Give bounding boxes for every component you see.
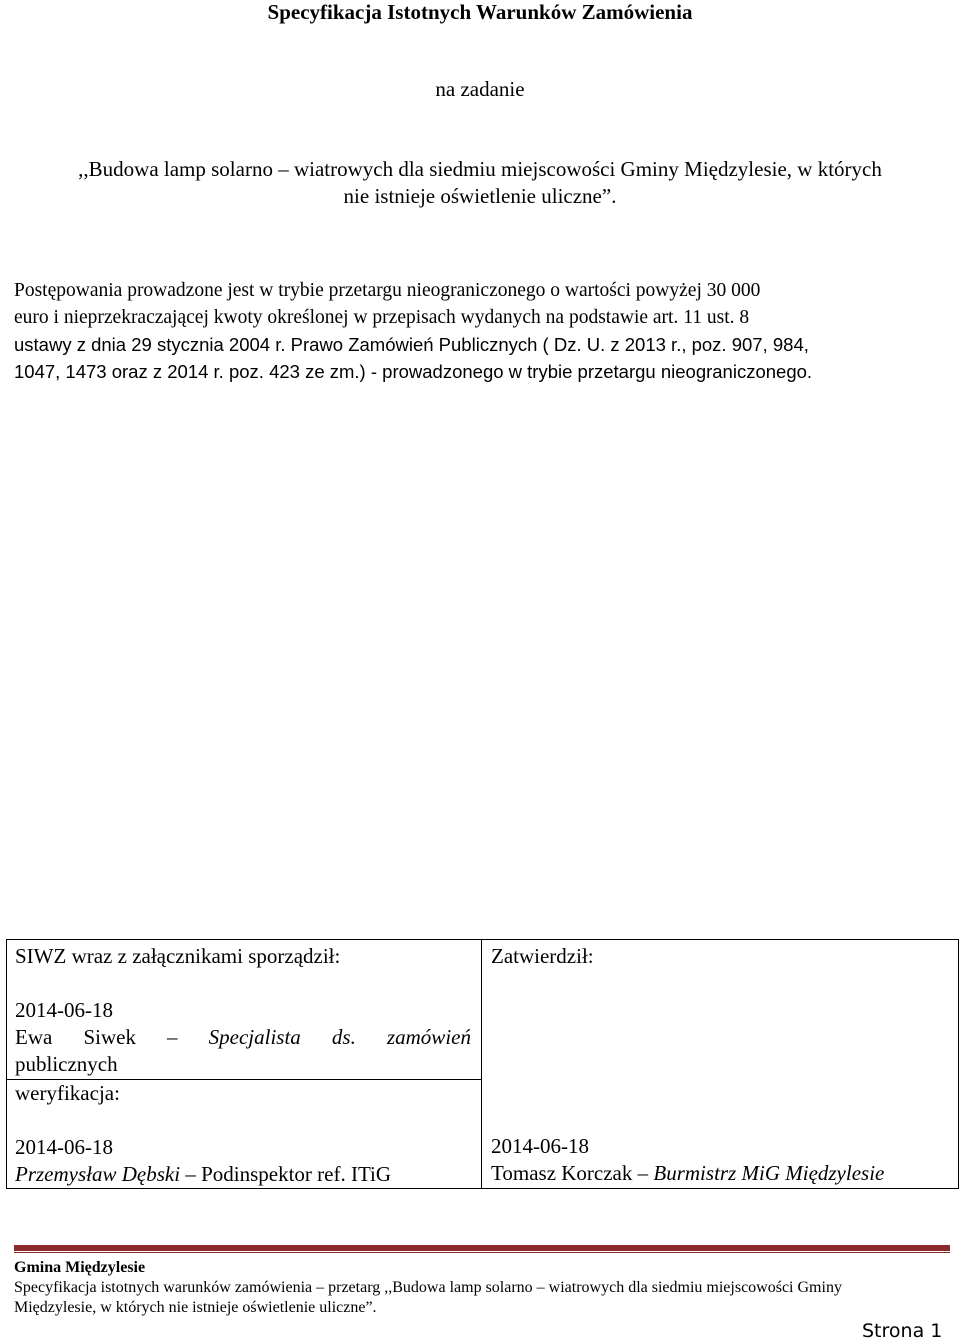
document-title: Specyfikacja Istotnych Warunków Zamówienia: [267, 0, 693, 24]
prepared-dash: –: [167, 1025, 178, 1049]
prepared-role-word-4: publicznych: [15, 1052, 118, 1076]
verify-date: 2014-06-18: [15, 1135, 113, 1159]
prepared-date: 2014-06-18: [15, 998, 113, 1022]
verified-by-cell: [6, 1079, 482, 1189]
project-name-line-2: nie istnieje oświetlenie uliczne”.: [343, 184, 617, 208]
signature-table: [6, 939, 960, 1189]
procedure-line-1: Postępowania prowadzone jest w trybie przetargu nieograniczonego o wartości powyżej 30 000: [14, 280, 761, 301]
procedure-line-2: euro i nieprzekraczającej kwoty określonej w przepisach wydanych na podstawie art. 11 ust. 8: [14, 307, 750, 328]
footer-description-line-2: Międzylesie, w których nie istnieje oświetlenie uliczne”.: [14, 1299, 377, 1316]
procedure-line-3: ustawy z dnia 29 stycznia 2004 r. Prawo Zamówień Publicznych ( Dz. U. z 2013 r., poz. 907, 984,: [14, 334, 809, 355]
footer-divider: [14, 1245, 950, 1251]
page-number: Strona 1: [862, 1320, 943, 1342]
verify-role: – Podinspektor ref. ITiG: [180, 1162, 392, 1186]
approve-name: Tomasz Korczak: [491, 1161, 633, 1185]
prepared-role-word-1: Specjalista: [208, 1025, 301, 1049]
project-name-line-1: ,,Budowa lamp solarno – wiatrowych dla siedmiu miejscowości Gminy Międzylesie, w których: [78, 157, 882, 181]
footer-description: [14, 1278, 950, 1318]
approve-date: 2014-06-18: [491, 1134, 589, 1158]
prepared-role-word-2: ds.: [331, 1025, 356, 1049]
footer-description-line-1: Specyfikacja istotnych warunków zamówienia – przetarg ,,Budowa lamp solarno – wiatrowych dla siedmiu miejscowości Gminy: [14, 1279, 842, 1296]
verify-label: weryfikacja:: [15, 1081, 120, 1105]
approve-role: – Burmistrz MiG Międzylesie: [632, 1161, 885, 1185]
approve-label: Zatwierdził:: [491, 944, 594, 968]
approve-signature: [491, 1160, 884, 1187]
approved-by-cell: [481, 939, 959, 1189]
prepared-role-word-3: zamówień: [386, 1025, 471, 1049]
verify-name: Przemysław Dębski: [15, 1162, 181, 1186]
prepared-first-name: Ewa: [15, 1025, 53, 1049]
prepared-surname: Siwek: [83, 1025, 136, 1049]
document-subtitle: na zadanie: [435, 77, 525, 101]
prepared-name-line: [15, 1024, 471, 1051]
verify-signature: [15, 1161, 391, 1188]
footer-organization: Gmina Międzylesie: [14, 1259, 146, 1276]
procedure-description: [14, 277, 950, 385]
prepared-by-label: SIWZ wraz z załącznikami sporządził:: [15, 944, 341, 968]
project-name: [0, 156, 960, 210]
prepared-by-cell: [6, 939, 482, 1080]
procedure-line-4: 1047, 1473 oraz z 2014 r. poz. 423 ze zm.) - prowadzonego w trybie przetargu nieograniczonego.: [14, 361, 813, 382]
